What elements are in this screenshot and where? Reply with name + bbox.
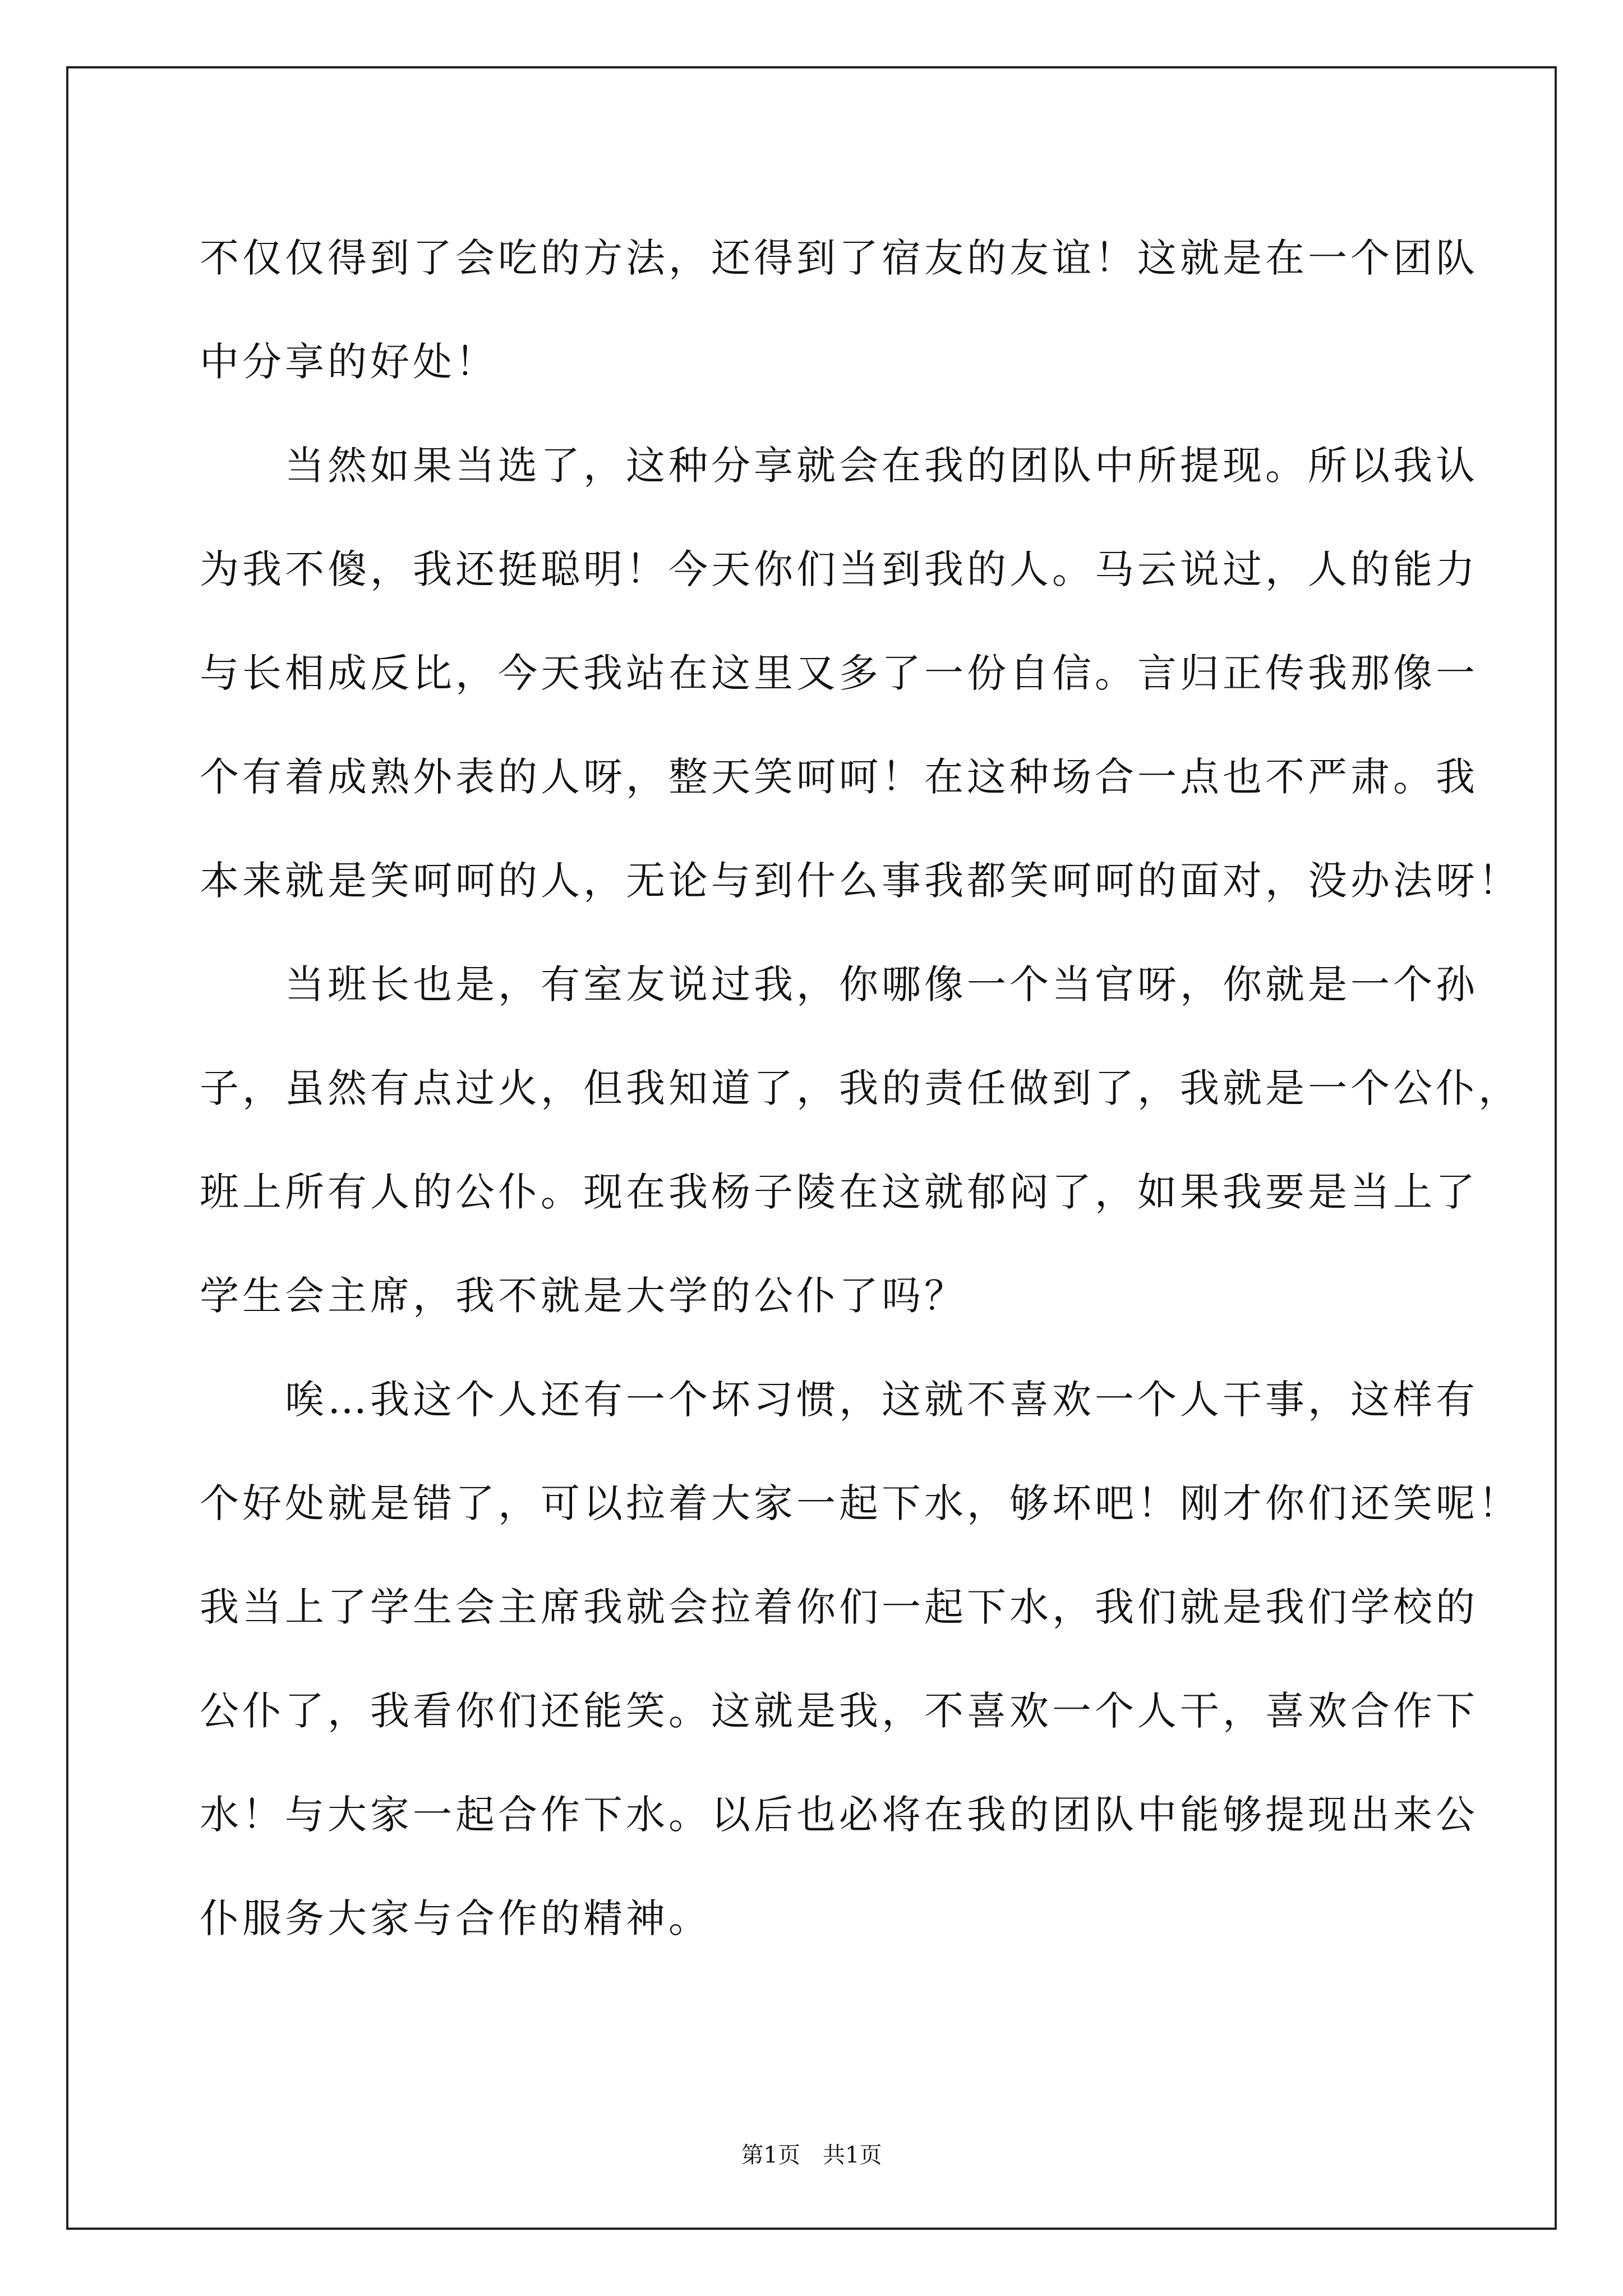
text-line: 为我不傻，我还挺聪明！今天你们当到我的人。马云说过，人的能力 [200, 546, 1478, 592]
document-body [200, 206, 1521, 1971]
paragraph-3 [200, 933, 1521, 1348]
text-line: 个有着成熟外表的人呀，整天笑呵呵！在这种场合一点也不严肃。我 [200, 754, 1478, 800]
text-line: 仆服务大家与合作的精神。 [200, 1895, 711, 1941]
text-line: 当班长也是，有室友说过我，你哪像一个当官呀，你就是一个孙 [200, 961, 1478, 1007]
text-line: 公仆了，我看你们还能笑。这就是我，不喜欢一个人干，喜欢合作下 [200, 1688, 1478, 1734]
text-line: 学生会主席，我不就是大学的公仆了吗？ [200, 1273, 967, 1319]
page-footer: 第1页 共1页 [741, 2142, 882, 2168]
paragraph-1 [200, 206, 1478, 414]
text-line: 本来就是笑呵呵的人，无论与到什么事我都笑呵呵的面对，没办法呀！ [200, 858, 1521, 904]
paragraph-4 [200, 1348, 1521, 1971]
paragraph-2 [200, 414, 1521, 933]
text-line: 水！与大家一起合作下水。以后也必将在我的团队中能够提现出来公 [200, 1792, 1478, 1838]
text-line: 我当上了学生会主席我就会拉着你们一起下水，我们就是我们学校的 [200, 1584, 1478, 1630]
text-line: 班上所有人的公仆。现在我杨子陵在这就郁闷了，如果我要是当上了 [200, 1169, 1478, 1215]
text-line: 唉…我这个人还有一个坏习惯，这就不喜欢一个人干事，这样有 [200, 1377, 1478, 1423]
text-line: 子，虽然有点过火，但我知道了，我的责任做到了，我就是一个公仆， [200, 1065, 1521, 1111]
text-line: 与长相成反比，今天我站在这里又多了一份自信。言归正传我那像一 [200, 650, 1478, 696]
text-line: 当然如果当选了，这种分享就会在我的团队中所提现。所以我认 [200, 443, 1478, 489]
text-line: 不仅仅得到了会吃的方法，还得到了宿友的友谊！这就是在一个团队 [200, 235, 1478, 281]
text-line: 中分享的好处！ [200, 339, 498, 385]
text-line: 个好处就是错了，可以拉着大家一起下水，够坏吧！刚才你们还笑呢！ [200, 1480, 1521, 1526]
